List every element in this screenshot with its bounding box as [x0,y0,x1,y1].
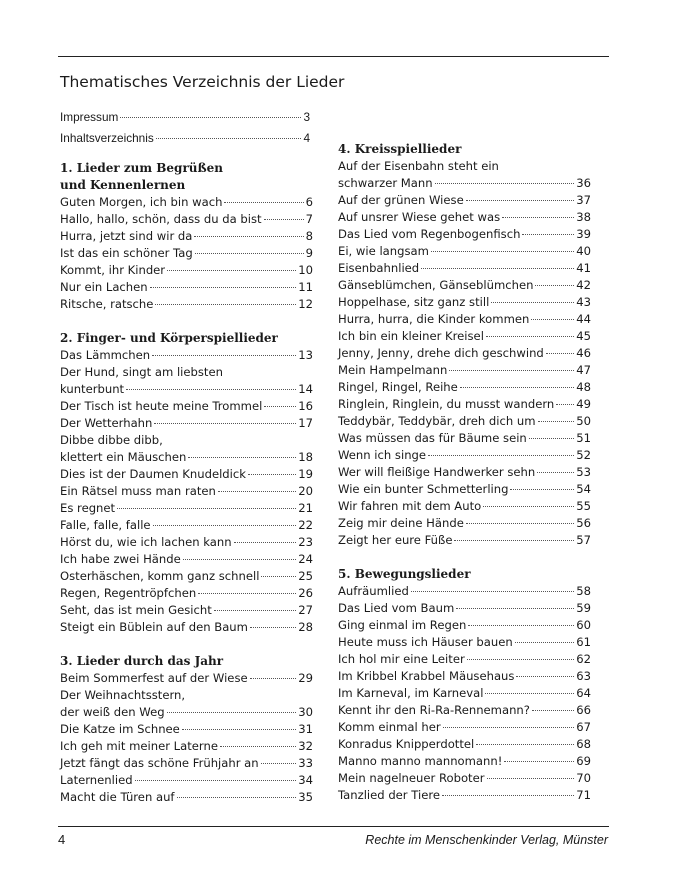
toc-entry [338,788,591,805]
entry-title: Mein nagelneuer Roboter [338,771,485,785]
entry-page: 4 [303,131,310,145]
entry-page: 34 [298,773,313,787]
dot-leader [126,389,296,390]
entry-title: Ringel, Ringel, Reihe [338,380,458,394]
dot-leader [224,202,303,203]
entry-title: Gänseblümchen, Gänseblümchen [338,278,534,292]
entry-page: 21 [298,501,313,515]
toc-entry [338,448,591,465]
entry-title-first-line: Auf der Eisenbahn steht ein [338,159,499,173]
entry-title: Ein Rätsel muss man raten [60,484,216,498]
dot-leader [510,489,574,490]
section-heading: 3. Lieder durch das Jahr [60,654,224,668]
dot-leader [152,355,296,356]
toc-entry [338,363,591,380]
entry-page: 70 [576,771,591,785]
toc-entry [60,110,310,127]
dot-leader [431,251,574,252]
dot-leader [483,506,574,507]
entry-page: 16 [298,399,313,413]
entry-title: Hörst du, wie ich lachen kann [60,535,232,549]
dot-leader [261,763,297,764]
entry-title: Wer will fleißige Handwerker sehn [338,465,536,479]
dot-leader [466,200,575,201]
toc-entry [338,720,591,737]
toc-entry [60,671,313,688]
entry-page: 17 [298,416,313,430]
entry-title: Es regnet [60,501,116,515]
entry-title: Der Tisch ist heute meine Trommel [60,399,263,413]
entry-page: 35 [298,790,313,804]
entry-title: Beim Sommerfest auf der Wiese [60,671,248,685]
entry-page: 19 [298,467,313,481]
entry-title: klettert ein Mäuschen [60,450,187,464]
toc-entry [338,261,591,278]
dot-leader [218,491,296,492]
toc-entry [338,346,591,363]
dot-leader [117,508,296,509]
toc-entry [338,686,591,703]
entry-page: 50 [576,414,591,428]
entry-page: 39 [576,227,591,241]
entry-title: Das Lied vom Baum [338,601,455,615]
entry-title: Guten Morgen, ich bin wach [60,195,223,209]
dot-leader [188,457,296,458]
entry-page: 3 [303,110,310,124]
entry-title: Heute muss ich Häuser bauen [338,635,513,649]
dot-leader [153,525,297,526]
entry-title: Komm einmal her [338,720,441,734]
dot-leader [250,678,297,679]
dot-leader [167,712,297,713]
entry-page: 12 [298,297,313,311]
toc-entry [338,601,591,618]
toc-entry [338,499,591,516]
toc-entry [338,635,591,652]
dot-leader [537,472,574,473]
entry-title: Tanzlied der Tiere [338,788,440,802]
toc-entry [60,790,313,807]
entry-title: Mein Hampelmann [338,363,448,377]
entry-page: 63 [576,669,591,683]
entry-title: Ringlein, Ringlein, du musst wandern [338,397,555,411]
entry-title: Ist das ein schöner Tag [60,246,193,260]
entry-title: Seht, das ist mein Gesicht [60,603,212,617]
entry-page: 18 [298,450,313,464]
toc-entry [338,380,591,397]
dot-leader [177,797,297,798]
entry-page: 56 [576,516,591,530]
entry-page: 53 [576,465,591,479]
dot-leader [485,693,574,694]
entry-title: Auf unsrer Wiese gehet was [338,210,501,224]
entry-title: Macht die Türen auf [60,790,175,804]
entry-title: Hallo, hallo, schön, dass du da bist [60,212,262,226]
dot-leader [435,183,575,184]
dot-leader [214,610,296,611]
entry-title: Hoppelhase, sitz ganz still [338,295,490,309]
entry-title: Der Wetterhahn [60,416,153,430]
toc-entry [60,569,313,586]
toc-entry [60,773,313,790]
entry-title-first-line: Der Weihnachtsstern, [60,688,186,702]
entry-title: Ich geh mit meiner Laterne [60,739,218,753]
entry-title: Kennt ihr den Ri-Ra-Rennemann? [338,703,530,717]
entry-page: 54 [576,482,591,496]
entry-page: 42 [576,278,591,292]
toc-entry [60,484,313,501]
dot-leader [195,253,304,254]
bottom-rule [58,826,609,827]
entry-title: Zeigt her eure Füße [338,533,453,547]
dot-leader [167,270,296,271]
toc-entry [338,754,591,771]
entry-title: Konradus Knipperdottel [338,737,475,751]
entry-page: 13 [298,348,313,362]
entry-title: Laternenlied [60,773,133,787]
toc-entry [338,431,591,448]
dot-leader [467,659,575,660]
toc-entry [338,652,591,669]
entry-page: 48 [576,380,591,394]
entry-page: 62 [576,652,591,666]
entry-page: 68 [576,737,591,751]
toc-entry [338,210,591,227]
entry-page: 46 [576,346,591,360]
entry-page: 10 [298,263,313,277]
dot-leader [442,795,574,796]
dot-leader [466,523,574,524]
toc-entry [338,397,591,414]
dot-leader [234,542,297,543]
entry-title: Ich bin ein kleiner Kreisel [338,329,484,343]
entry-page: 57 [576,533,591,547]
entry-title: Was müssen das für Bäume sein [338,431,527,445]
entry-page: 47 [576,363,591,377]
entry-page: 45 [576,329,591,343]
toc-entry [60,467,313,484]
entry-title: Ging einmal im Regen [338,618,467,632]
entry-page: 71 [576,788,591,802]
entry-page: 22 [298,518,313,532]
entry-page: 29 [298,671,313,685]
dot-leader [154,423,296,424]
entry-title: Das Lied vom Regenbogenfisch [338,227,521,241]
toc-entry [338,227,591,244]
entry-title: Aufräumlied [338,584,409,598]
top-rule [58,56,609,57]
dot-leader [529,438,574,439]
page-title: Thematisches Verzeichnis der Lieder [60,73,345,91]
dot-leader [421,268,574,269]
entry-title: Auf der grünen Wiese [338,193,464,207]
toc-entry [60,705,313,722]
entry-title: Jenny, Jenny, drehe dich geschwind [338,346,544,360]
page-number: 4 [58,832,66,847]
toc-entry [60,212,313,229]
toc-entry [60,620,313,637]
entry-title: Manno manno mannomann! [338,754,503,768]
entry-page: 23 [298,535,313,549]
entry-title: Eisenbahnlied [338,261,420,275]
toc-entry [338,482,591,499]
toc-entry [338,737,591,754]
entry-page: 38 [576,210,591,224]
entry-title-first-line: Dibbe dibbe dibb, [60,433,163,447]
dot-leader [456,608,574,609]
toc-entry [338,465,591,482]
toc-entry [60,535,313,552]
dot-leader [220,746,296,747]
dot-leader [476,744,574,745]
dot-leader [522,234,574,235]
dot-leader [443,727,575,728]
dot-leader [460,387,574,388]
toc-entry [338,278,591,295]
entry-page: 49 [576,397,591,411]
entry-title: Impressum [60,110,119,124]
entry-page: 30 [298,705,313,719]
entry-page: 41 [576,261,591,275]
dot-leader [135,780,297,781]
dot-leader [264,406,296,407]
toc-entry [60,382,313,399]
entry-title: Ich habe zwei Hände [60,552,181,566]
toc-entry [60,399,313,416]
dot-leader [449,370,574,371]
entry-page: 40 [576,244,591,258]
entry-title: Nur ein Lachen [60,280,148,294]
entry-page: 9 [305,246,313,260]
toc-entry [338,244,591,261]
toc-entry [338,584,591,601]
entry-page: 69 [576,754,591,768]
entry-page: 25 [298,569,313,583]
entry-title: Im Kribbel Krabbel Mäusehaus [338,669,515,683]
dot-leader [156,138,302,139]
entry-page: 27 [298,603,313,617]
entry-title: Ich hol mir eine Leiter [338,652,465,666]
dot-leader [491,302,574,303]
toc-entry [60,297,313,314]
toc-entry [60,450,313,467]
toc-entry [338,516,591,533]
dot-leader [428,455,574,456]
entry-page: 24 [298,552,313,566]
toc-entry [60,229,313,246]
entry-title: der weiß den Weg [60,705,165,719]
entry-page: 26 [298,586,313,600]
toc-entry [60,195,313,212]
toc-entry [60,552,313,569]
entry-title: Kommt, ihr Kinder [60,263,166,277]
entry-title: Falle, falle, falle [60,518,151,532]
entry-title: Das Lämmchen [60,348,151,362]
section-heading: 2. Finger- und Körperspiellieder [60,331,278,345]
entry-page: 66 [576,703,591,717]
dot-leader [264,219,304,220]
dot-leader [198,593,296,594]
toc-entry [338,329,591,346]
entry-page: 44 [576,312,591,326]
entry-title: Die Katze im Schnee [60,722,180,736]
entry-title: Wir fahren mit dem Auto [338,499,482,513]
toc-entry [338,176,591,193]
dot-leader [556,404,574,405]
entry-title-first-line: Der Hund, singt am liebsten [60,365,223,379]
toc-entry [338,414,591,431]
dot-leader [194,236,303,237]
dot-leader [454,540,574,541]
dot-leader [150,287,297,288]
toc-entry [60,603,313,620]
entry-title: Jetzt fängt das schöne Frühjahr an [60,756,259,770]
dot-leader [502,217,574,218]
entry-title: Hurra, jetzt sind wir da [60,229,193,243]
section-heading: 5. Bewegungslieder [338,567,471,581]
entry-page: 11 [298,280,313,294]
entry-page: 43 [576,295,591,309]
dot-leader [468,625,574,626]
entry-page: 61 [576,635,591,649]
toc-entry [60,131,310,148]
toc-entry [338,618,591,635]
dot-leader [486,336,574,337]
entry-title: Ritsche, ratsche [60,297,154,311]
dot-leader [532,710,574,711]
dot-leader [411,591,574,592]
toc-entry [60,739,313,756]
entry-title: Regen, Regentröpfchen [60,586,197,600]
toc-entry [60,501,313,518]
toc-entry [338,771,591,788]
entry-title: Wenn ich singe [338,448,427,462]
dot-leader [531,319,574,320]
entry-title: Zeig mir deine Hände [338,516,464,530]
toc-entry [338,669,591,686]
entry-title: kunterbunt [60,382,125,396]
entry-page: 52 [576,448,591,462]
dot-leader [155,304,296,305]
toc-entry [60,246,313,263]
toc-entry [338,312,591,329]
entry-page: 14 [298,382,313,396]
dot-leader [516,676,574,677]
entry-page: 51 [576,431,591,445]
toc-entry [60,416,313,433]
entry-page: 59 [576,601,591,615]
toc-entry [60,586,313,603]
entry-page: 20 [298,484,313,498]
entry-page: 64 [576,686,591,700]
entry-title: Hurra, hurra, die Kinder kommen [338,312,530,326]
entry-title: Dies ist der Daumen Knudeldick [60,467,246,481]
entry-page: 7 [305,212,313,226]
toc-entry [338,295,591,312]
entry-title: schwarzer Mann [338,176,433,190]
dot-leader [182,729,296,730]
dot-leader [248,474,296,475]
entry-page: 36 [576,176,591,190]
dot-leader [183,559,297,560]
dot-leader [546,353,574,354]
entry-title: Im Karneval, im Karneval [338,686,484,700]
dot-leader [504,761,574,762]
toc-entry [60,518,313,535]
toc-entry [338,193,591,210]
entry-page: 28 [298,620,313,634]
entry-page: 58 [576,584,591,598]
toc-entry [60,348,313,365]
entry-page: 31 [298,722,313,736]
entry-title: Inhaltsverzeichnis [60,131,154,145]
dot-leader [261,576,296,577]
entry-page: 60 [576,618,591,632]
entry-page: 55 [576,499,591,513]
toc-entry [60,263,313,280]
entry-title: Wie ein bunter Schmetterling [338,482,509,496]
dot-leader [250,627,296,628]
entry-title: Osterhäschen, komm ganz schnell [60,569,260,583]
entry-page: 6 [305,195,313,209]
section-heading: und Kennenlernen [60,178,186,192]
entry-page: 37 [576,193,591,207]
dot-leader [120,117,301,118]
toc-entry [338,703,591,720]
toc-entry [338,533,591,550]
section-heading: 1. Lieder zum Begrüßen [60,161,223,175]
entry-page: 33 [298,756,313,770]
toc-entry [60,722,313,739]
dot-leader [487,778,575,779]
entry-page: 67 [576,720,591,734]
entry-page: 8 [305,229,313,243]
toc-entry [60,756,313,773]
toc-entry [60,280,313,297]
publisher-credit: Rechte im Menschenkinder Verlag, Münster [365,833,608,847]
entry-title: Steigt ein Büblein auf den Baum [60,620,248,634]
entry-page: 32 [298,739,313,753]
dot-leader [535,285,574,286]
section-heading: 4. Kreisspiellieder [338,142,462,156]
dot-leader [538,421,575,422]
dot-leader [515,642,575,643]
entry-title: Ei, wie langsam [338,244,429,258]
entry-title: Teddybär, Teddybär, dreh dich um [338,414,536,428]
